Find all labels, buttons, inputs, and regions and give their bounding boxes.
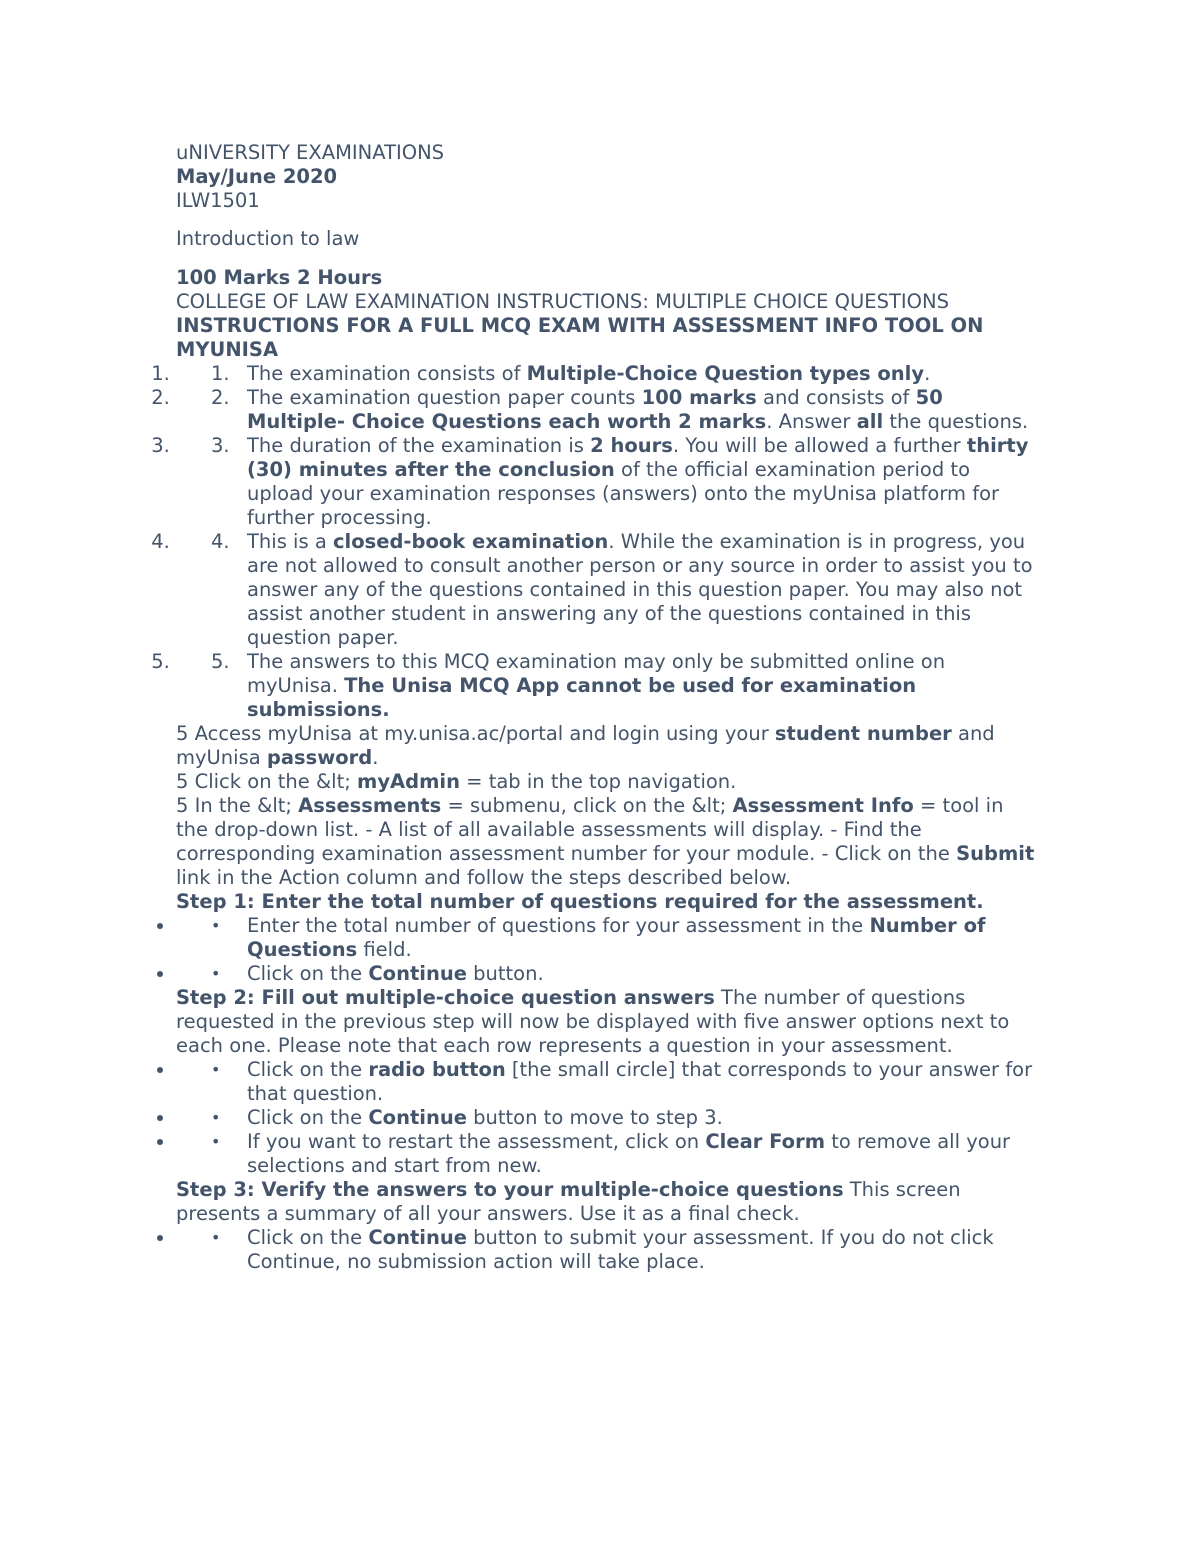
text-run: of the official examination period to upload your examination responses (answers) onto the myUnisa platform for further processing. <box>247 458 1000 529</box>
spacer <box>176 251 1036 266</box>
bold-text: closed-book examination <box>332 530 609 553</box>
bold-text: Continue <box>368 1106 467 1129</box>
bold-text: Multiple-Choice Question types only <box>526 362 925 385</box>
bold-text: 100 marks <box>641 386 757 409</box>
list-number: 5. 5. <box>211 650 230 673</box>
list-item <box>176 1058 1036 1106</box>
spacer <box>176 213 1036 227</box>
text-run: . <box>924 362 931 385</box>
bold-text: Submit <box>956 842 1035 865</box>
step2-heading: Step 2: Fill out multiple-choice question answers <box>176 986 715 1009</box>
text-run: button to submit your assessment. If you do not click Continue, no submission action will take place. <box>247 1226 994 1273</box>
list-item <box>176 386 1036 434</box>
step2-paragraph <box>176 986 1036 1058</box>
text-run: Click on the <box>247 1226 369 1249</box>
list-item <box>176 1106 1036 1130</box>
exam-session: May/June 2020 <box>176 165 338 188</box>
bold-text: Continue <box>368 1226 467 1249</box>
text-run: Click on the <box>247 1106 369 1129</box>
bold-text: student number <box>774 722 952 745</box>
bold-text: Clear Form <box>705 1130 826 1153</box>
bullet-icon: • • <box>211 1060 221 1079</box>
bullet-icon: • • <box>211 1228 221 1247</box>
text-run: The duration of the examination is <box>247 434 591 457</box>
text-run: = tab in the top navigation. <box>459 770 737 793</box>
bold-text: all <box>856 410 884 433</box>
text-run: . Answer <box>766 410 857 433</box>
access-step <box>176 770 1036 794</box>
bullet-icon: • • <box>211 964 221 983</box>
module-name: Introduction to law <box>176 227 360 250</box>
bullet-icon: • • <box>211 1132 221 1151</box>
list-item <box>176 362 1036 386</box>
step3-heading: Step 3: Verify the answers to your multiple-choice questions <box>176 1178 844 1201</box>
text-run: button. <box>466 962 544 985</box>
bold-text: 2 hours <box>590 434 673 457</box>
text-run: This screen presents a summary of all your answers. Use it as a final check. <box>176 1178 961 1225</box>
marks-hours: 100 Marks 2 Hours <box>176 266 383 289</box>
text-run: The examination question paper counts <box>247 386 642 409</box>
text-run: Click on the <box>247 962 369 985</box>
instructions-list <box>176 362 1036 722</box>
text-run: = tool in the drop-down list. - A list of all available assessments will display. - Find the corresponding examination assessment number for your module. - Click on the <box>176 794 1004 865</box>
text-run: field. <box>357 938 412 961</box>
list-item <box>176 914 1036 962</box>
bullet-icon: • • <box>211 1108 221 1127</box>
step3-list <box>176 1226 1036 1274</box>
list-number: 4. 4. <box>211 530 230 553</box>
text-run: . While the examination is in progress, you are not allowed to consult another person or any source in order to assist you to answer any of the questions contained in this question paper. You may also not assist another student in answering any of the questions contained in this question paper. <box>247 530 1033 649</box>
bold-text: Assessment Info <box>732 794 914 817</box>
list-item <box>176 434 1036 530</box>
bullet-icon: • • <box>211 916 221 935</box>
text-run: Click on the <box>247 1058 369 1081</box>
list-number: 1. 1. <box>211 362 230 385</box>
text-run: and consists of <box>756 386 916 409</box>
mcq-instructions-heading: INSTRUCTIONS FOR A FULL MCQ EXAM WITH ASSESSMENT INFO TOOL ON MYUNISA <box>176 314 984 361</box>
text-run: This is a <box>247 530 333 553</box>
step1-heading: Step 1: Enter the total number of questions required for the assessment. <box>176 890 984 913</box>
text-run: 5 In the &lt; <box>176 794 299 817</box>
text-run: 5 Click on the &lt; <box>176 770 357 793</box>
text-run: to remove all your selections and start from new. <box>247 1130 1011 1177</box>
step2-list <box>176 1058 1036 1178</box>
text-run: and myUnisa <box>176 722 995 769</box>
text-run: Enter the total number of questions for your assessment in the <box>247 914 870 937</box>
bold-text: thirty (30) minutes after the conclusion <box>247 434 1029 481</box>
exam-document <box>176 141 1036 1274</box>
access-step <box>176 794 1036 890</box>
university-title: uNIVERSITY EXAMINATIONS <box>176 141 445 164</box>
text-run: The examination consists of <box>247 362 527 385</box>
list-item <box>176 962 1036 986</box>
list-item <box>176 1130 1036 1178</box>
bold-text: Assessments <box>298 794 442 817</box>
step1-list <box>176 914 1036 986</box>
text-run: . You will be allowed a further <box>672 434 967 457</box>
bold-text: The Unisa MCQ App cannot be used for examination submissions. <box>247 674 917 721</box>
list-number: 2. 2. <box>211 386 230 409</box>
bold-text: password <box>266 746 373 769</box>
college-instructions-heading: COLLEGE OF LAW EXAMINATION INSTRUCTIONS: MULTIPLE CHOICE QUESTIONS <box>176 290 949 313</box>
text-run: = submenu, click on the &lt; <box>441 794 733 817</box>
list-number: 3. 3. <box>211 434 230 457</box>
bold-text: Number of Questions <box>247 914 986 961</box>
text-run: button to move to step 3. <box>466 1106 723 1129</box>
bold-text: radio button <box>368 1058 506 1081</box>
text-run: 5 Access myUnisa at my.unisa.ac/portal and login using your <box>176 722 775 745</box>
list-item <box>176 530 1036 650</box>
step3-paragraph <box>176 1178 1036 1226</box>
text-run: [the small circle] that corresponds to your answer for that question. <box>247 1058 1033 1105</box>
list-item <box>176 1226 1036 1274</box>
text-run: The number of questions requested in the previous step will now be displayed with five answer options next to each one. Please note that each row represents a question in your assessment. <box>176 986 1010 1057</box>
bold-text: 50 Multiple- Choice Questions each worth 2 marks <box>247 386 943 433</box>
text-run: link in the Action column and follow the steps described below. <box>176 866 792 889</box>
text-run: If you want to restart the assessment, click on <box>247 1130 706 1153</box>
text-run: . <box>372 746 379 769</box>
bold-text: Continue <box>368 962 467 985</box>
bold-text: myAdmin <box>357 770 460 793</box>
list-item <box>176 650 1036 722</box>
module-code: ILW1501 <box>176 189 260 212</box>
text-run: The answers to this MCQ examination may only be submitted online on myUnisa. <box>247 650 946 697</box>
access-step <box>176 722 1036 770</box>
text-run: the questions. <box>883 410 1029 433</box>
